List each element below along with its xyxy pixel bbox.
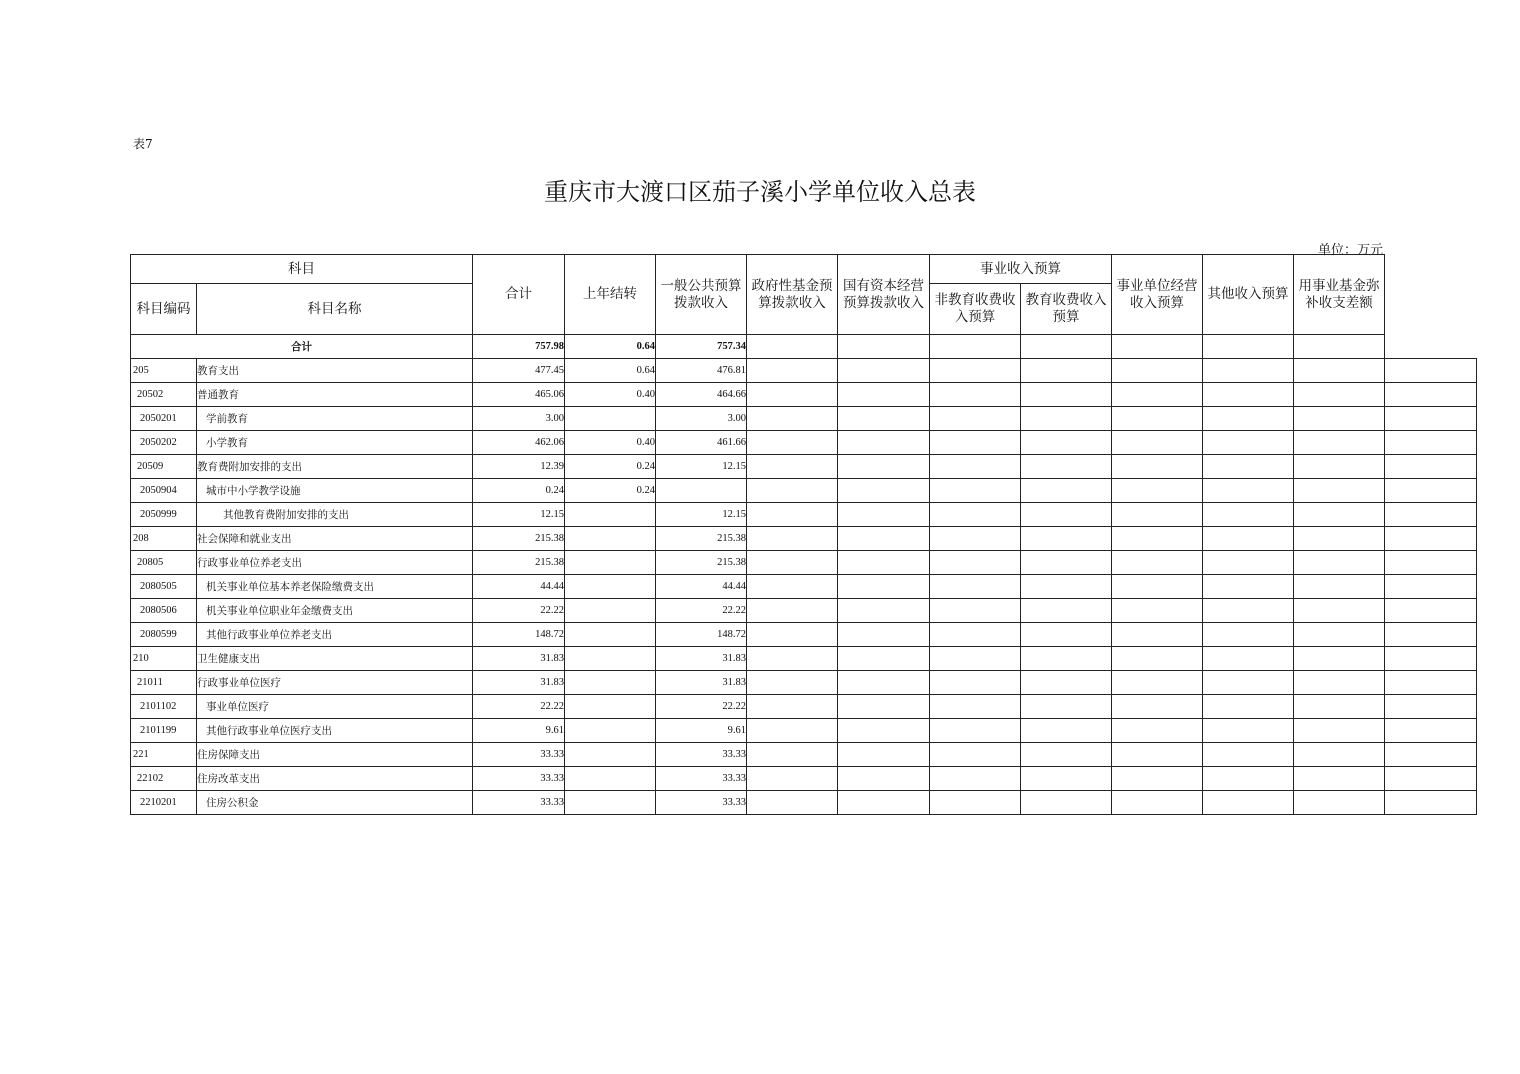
empty-cell (747, 407, 838, 431)
empty-cell (1021, 407, 1112, 431)
empty-cell (930, 407, 1021, 431)
total-cell: 9.61 (473, 719, 565, 743)
subject-name-cell: 行政事业单位养老支出 (197, 551, 473, 575)
empty-cell (1112, 503, 1203, 527)
total-cell: 462.06 (473, 431, 565, 455)
empty-cell (747, 551, 838, 575)
empty-cell (838, 719, 930, 743)
total-cell: 465.06 (473, 383, 565, 407)
empty-cell (1021, 479, 1112, 503)
subject-code-cell: 2080505 (131, 575, 197, 599)
general-budget-cell: 148.72 (656, 623, 747, 647)
subject-name-cell: 住房改革支出 (197, 767, 473, 791)
empty-cell (838, 335, 930, 359)
general-budget-cell: 464.66 (656, 383, 747, 407)
table-row (131, 359, 1477, 383)
subject-name-cell: 卫生健康支出 (197, 647, 473, 671)
empty-cell (1385, 503, 1477, 527)
empty-cell (747, 503, 838, 527)
carryover-cell (565, 599, 656, 623)
empty-cell (1112, 695, 1203, 719)
table-row (131, 767, 1477, 791)
empty-cell (747, 599, 838, 623)
empty-cell (747, 767, 838, 791)
carryover-cell (565, 407, 656, 431)
empty-cell (1021, 455, 1112, 479)
subject-name-cell: 小学教育 (197, 431, 473, 455)
total-cell: 0.24 (473, 479, 565, 503)
empty-cell (1294, 431, 1385, 455)
empty-cell (1294, 503, 1385, 527)
table-row (131, 671, 1477, 695)
empty-cell (1385, 431, 1477, 455)
empty-cell (930, 791, 1021, 815)
total-cell: 31.83 (473, 647, 565, 671)
empty-cell (1112, 743, 1203, 767)
subject-code-cell: 2050999 (131, 503, 197, 527)
carryover-cell (565, 575, 656, 599)
general-budget-cell: 22.22 (656, 599, 747, 623)
table-row (131, 647, 1477, 671)
empty-cell (747, 479, 838, 503)
empty-cell (1203, 623, 1294, 647)
empty-cell (1294, 719, 1385, 743)
empty-cell (747, 455, 838, 479)
empty-cell (1021, 551, 1112, 575)
empty-cell (838, 599, 930, 623)
empty-cell (930, 479, 1021, 503)
empty-cell (1294, 791, 1385, 815)
empty-cell (838, 551, 930, 575)
empty-cell (747, 335, 838, 359)
total-cell: 22.22 (473, 695, 565, 719)
empty-cell (1385, 695, 1477, 719)
empty-cell (1112, 335, 1203, 359)
subject-name-cell: 其他行政事业单位养老支出 (197, 623, 473, 647)
empty-cell (930, 575, 1021, 599)
total-cell: 31.83 (473, 671, 565, 695)
subject-code-cell: 2210201 (131, 791, 197, 815)
empty-cell (1294, 383, 1385, 407)
general-budget-cell: 215.38 (656, 551, 747, 575)
empty-cell (1021, 431, 1112, 455)
subject-name-cell: 住房公积金 (197, 791, 473, 815)
general-budget-cell: 476.81 (656, 359, 747, 383)
empty-cell (1203, 455, 1294, 479)
empty-cell (838, 791, 930, 815)
table-row (131, 479, 1477, 503)
subject-code-cell: 210 (131, 647, 197, 671)
empty-cell (1385, 623, 1477, 647)
empty-cell (1294, 575, 1385, 599)
empty-cell (1021, 671, 1112, 695)
empty-cell (1385, 791, 1477, 815)
general-budget-cell: 22.22 (656, 695, 747, 719)
unit-label: 单位：万元 (1317, 243, 1383, 258)
empty-cell (930, 743, 1021, 767)
empty-cell (930, 767, 1021, 791)
empty-cell (1203, 791, 1294, 815)
general-budget-cell: 12.15 (656, 503, 747, 527)
empty-cell (838, 695, 930, 719)
table-row (131, 455, 1477, 479)
subject-code-cell: 20509 (131, 455, 197, 479)
empty-cell (1021, 623, 1112, 647)
subject-code-cell: 205 (131, 359, 197, 383)
subject-code-cell: 221 (131, 743, 197, 767)
empty-cell (1294, 359, 1385, 383)
subject-name-cell: 学前教育 (197, 407, 473, 431)
empty-cell (1385, 383, 1477, 407)
empty-cell (1112, 575, 1203, 599)
carryover-cell (565, 527, 656, 551)
general-budget-cell: 215.38 (656, 527, 747, 551)
subject-name-cell: 教育支出 (197, 359, 473, 383)
empty-cell (747, 359, 838, 383)
empty-cell (930, 383, 1021, 407)
empty-cell (1385, 647, 1477, 671)
empty-cell (1112, 359, 1203, 383)
empty-cell (1112, 527, 1203, 551)
empty-cell (1294, 743, 1385, 767)
empty-cell (838, 455, 930, 479)
empty-cell (1203, 767, 1294, 791)
empty-cell (747, 431, 838, 455)
empty-cell (1203, 647, 1294, 671)
general-budget-cell: 9.61 (656, 719, 747, 743)
subject-name-cell: 其他教育费附加安排的支出 (197, 503, 473, 527)
empty-cell (930, 551, 1021, 575)
empty-cell (1294, 407, 1385, 431)
empty-cell (747, 791, 838, 815)
empty-cell (1021, 335, 1112, 359)
carryover-cell (565, 623, 656, 647)
income-summary-table (130, 254, 1477, 815)
subject-name-cell: 事业单位医疗 (197, 695, 473, 719)
empty-cell (1021, 599, 1112, 623)
empty-cell (838, 479, 930, 503)
table-row (131, 575, 1477, 599)
empty-cell (1203, 431, 1294, 455)
subject-code-cell: 2080506 (131, 599, 197, 623)
empty-cell (1112, 383, 1203, 407)
empty-cell (747, 527, 838, 551)
empty-cell (1385, 575, 1477, 599)
empty-cell (1112, 479, 1203, 503)
table-row (131, 623, 1477, 647)
general-budget-cell: 3.00 (656, 407, 747, 431)
header-gov-fund: 政府性基金预算拨款收入 (747, 255, 838, 335)
general-budget-cell: 44.44 (656, 575, 747, 599)
carryover-cell: 0.40 (565, 383, 656, 407)
empty-cell (1112, 407, 1203, 431)
subject-code-cell: 2101102 (131, 695, 197, 719)
carryover-cell (565, 647, 656, 671)
empty-cell (930, 527, 1021, 551)
header-non-edu-fee: 非教育收费收入预算 (930, 284, 1021, 335)
table-row (131, 503, 1477, 527)
subject-code-cell: 20805 (131, 551, 197, 575)
table-row (131, 695, 1477, 719)
empty-cell (1203, 503, 1294, 527)
carryover-cell (565, 767, 656, 791)
empty-cell (1385, 527, 1477, 551)
empty-cell (1203, 575, 1294, 599)
general-budget-cell (656, 479, 747, 503)
empty-cell (1021, 503, 1112, 527)
general-budget-cell: 31.83 (656, 671, 747, 695)
empty-cell (1112, 719, 1203, 743)
empty-cell (1021, 695, 1112, 719)
empty-cell (930, 335, 1021, 359)
subject-code-cell: 2050201 (131, 407, 197, 431)
header-code: 科目编码 (131, 284, 197, 335)
empty-cell (1294, 479, 1385, 503)
header-fund-offset: 用事业基金弥补收支差额 (1294, 255, 1385, 335)
empty-cell (1021, 791, 1112, 815)
total-cell: 12.15 (473, 503, 565, 527)
header-state-capital: 国有资本经营预算拨款收入 (838, 255, 930, 335)
carryover-cell (565, 743, 656, 767)
empty-cell (1294, 623, 1385, 647)
empty-cell (1203, 527, 1294, 551)
empty-cell (1112, 551, 1203, 575)
header-career-income: 事业收入预算 (930, 255, 1112, 284)
subject-name-cell: 机关事业单位基本养老保险缴费支出 (197, 575, 473, 599)
carryover-cell (565, 551, 656, 575)
table-number: 表7 (133, 137, 153, 151)
empty-cell (1021, 575, 1112, 599)
empty-cell (838, 647, 930, 671)
total-row (131, 335, 1477, 359)
table-row (131, 383, 1477, 407)
total-cell: 33.33 (473, 767, 565, 791)
empty-cell (1385, 719, 1477, 743)
empty-cell (747, 647, 838, 671)
empty-cell (1112, 599, 1203, 623)
subject-name-cell: 教育费附加安排的支出 (197, 455, 473, 479)
empty-cell (930, 431, 1021, 455)
subject-name-cell: 其他行政事业单位医疗支出 (197, 719, 473, 743)
empty-cell (838, 743, 930, 767)
empty-cell (1294, 455, 1385, 479)
empty-cell (1294, 551, 1385, 575)
empty-cell (1294, 647, 1385, 671)
table-row (131, 599, 1477, 623)
empty-cell (747, 671, 838, 695)
empty-cell (1203, 479, 1294, 503)
empty-cell (1385, 407, 1477, 431)
empty-cell (1385, 671, 1477, 695)
carryover-cell (565, 695, 656, 719)
general-budget-cell: 461.66 (656, 431, 747, 455)
header-other-income: 其他收入预算 (1203, 255, 1294, 335)
empty-cell (1203, 383, 1294, 407)
empty-cell (1385, 455, 1477, 479)
total-label: 合计 (131, 335, 473, 359)
subject-name-cell: 普通教育 (197, 383, 473, 407)
empty-cell (1203, 671, 1294, 695)
total-cell: 757.98 (473, 335, 565, 359)
total-cell: 477.45 (473, 359, 565, 383)
total-cell: 33.33 (473, 743, 565, 767)
empty-cell (1294, 695, 1385, 719)
empty-cell (1294, 671, 1385, 695)
empty-cell (1294, 335, 1385, 359)
total-cell: 22.22 (473, 599, 565, 623)
general-budget-cell: 33.33 (656, 791, 747, 815)
empty-cell (747, 695, 838, 719)
empty-cell (1021, 719, 1112, 743)
general-budget-cell: 33.33 (656, 767, 747, 791)
empty-cell (1021, 359, 1112, 383)
empty-cell (838, 407, 930, 431)
total-cell: 44.44 (473, 575, 565, 599)
empty-cell (1294, 527, 1385, 551)
empty-cell (1021, 383, 1112, 407)
empty-cell (1203, 599, 1294, 623)
empty-cell (838, 359, 930, 383)
subject-code-cell: 2050202 (131, 431, 197, 455)
total-cell: 148.72 (473, 623, 565, 647)
general-budget-cell: 757.34 (656, 335, 747, 359)
total-cell: 215.38 (473, 527, 565, 551)
empty-cell (930, 455, 1021, 479)
empty-cell (1203, 359, 1294, 383)
empty-cell (1385, 551, 1477, 575)
subject-name-cell: 城市中小学教学设施 (197, 479, 473, 503)
header-general-budget: 一般公共预算拨款收入 (656, 255, 747, 335)
empty-cell (747, 383, 838, 407)
table-body (131, 335, 1477, 815)
empty-cell (747, 743, 838, 767)
empty-cell (1294, 767, 1385, 791)
total-cell: 12.39 (473, 455, 565, 479)
carryover-cell: 0.40 (565, 431, 656, 455)
subject-code-cell: 22102 (131, 767, 197, 791)
empty-cell (930, 359, 1021, 383)
empty-cell (1112, 431, 1203, 455)
empty-cell (838, 575, 930, 599)
empty-cell (1112, 671, 1203, 695)
general-budget-cell: 12.15 (656, 455, 747, 479)
subject-name-cell: 行政事业单位医疗 (197, 671, 473, 695)
subject-code-cell: 2101199 (131, 719, 197, 743)
table-row (131, 791, 1477, 815)
empty-cell (838, 503, 930, 527)
subject-name-cell: 机关事业单位职业年金缴费支出 (197, 599, 473, 623)
empty-cell (1203, 407, 1294, 431)
empty-cell (1112, 791, 1203, 815)
table-row (131, 551, 1477, 575)
empty-cell (930, 503, 1021, 527)
carryover-cell (565, 503, 656, 527)
empty-cell (747, 575, 838, 599)
empty-cell (930, 719, 1021, 743)
carryover-cell: 0.64 (565, 359, 656, 383)
carryover-cell: 0.64 (565, 335, 656, 359)
general-budget-cell: 31.83 (656, 647, 747, 671)
total-cell: 3.00 (473, 407, 565, 431)
empty-cell (838, 431, 930, 455)
empty-cell (1294, 599, 1385, 623)
page-title: 重庆市大渡口区茄子溪小学单位收入总表 (544, 178, 976, 206)
subject-code-cell: 2080599 (131, 623, 197, 647)
carryover-cell (565, 671, 656, 695)
empty-cell (930, 647, 1021, 671)
empty-cell (838, 527, 930, 551)
empty-cell (1385, 599, 1477, 623)
empty-cell (1021, 743, 1112, 767)
header-name: 科目名称 (197, 284, 473, 335)
subject-code-cell: 2050904 (131, 479, 197, 503)
subject-code-cell: 208 (131, 527, 197, 551)
empty-cell (1112, 647, 1203, 671)
empty-cell (747, 719, 838, 743)
empty-cell (1203, 743, 1294, 767)
carryover-cell: 0.24 (565, 479, 656, 503)
table-row (131, 407, 1477, 431)
empty-cell (838, 767, 930, 791)
empty-cell (1112, 623, 1203, 647)
empty-cell (930, 695, 1021, 719)
header-total: 合计 (473, 255, 565, 335)
general-budget-cell: 33.33 (656, 743, 747, 767)
empty-cell (838, 383, 930, 407)
header-carryover: 上年结转 (565, 255, 656, 335)
empty-cell (1203, 335, 1294, 359)
empty-cell (1021, 647, 1112, 671)
total-cell: 33.33 (473, 791, 565, 815)
carryover-cell (565, 791, 656, 815)
header-edu-fee: 教育收费收入预算 (1021, 284, 1112, 335)
empty-cell (838, 623, 930, 647)
table-row (131, 743, 1477, 767)
empty-cell (1385, 359, 1477, 383)
header-business-income: 事业单位经营收入预算 (1112, 255, 1203, 335)
empty-cell (1021, 527, 1112, 551)
table-row (131, 431, 1477, 455)
carryover-cell: 0.24 (565, 455, 656, 479)
empty-cell (930, 623, 1021, 647)
empty-cell (1203, 551, 1294, 575)
table-row (131, 527, 1477, 551)
empty-cell (930, 599, 1021, 623)
empty-cell (930, 671, 1021, 695)
empty-cell (1112, 767, 1203, 791)
empty-cell (1203, 695, 1294, 719)
subject-name-cell: 社会保障和就业支出 (197, 527, 473, 551)
empty-cell (838, 671, 930, 695)
table-row (131, 719, 1477, 743)
subject-code-cell: 20502 (131, 383, 197, 407)
empty-cell (747, 623, 838, 647)
header-subject: 科目 (131, 255, 473, 284)
empty-cell (1385, 743, 1477, 767)
empty-cell (1385, 767, 1477, 791)
carryover-cell (565, 719, 656, 743)
empty-cell (1203, 719, 1294, 743)
empty-cell (1021, 767, 1112, 791)
empty-cell (1112, 455, 1203, 479)
subject-code-cell: 21011 (131, 671, 197, 695)
total-cell: 215.38 (473, 551, 565, 575)
subject-name-cell: 住房保障支出 (197, 743, 473, 767)
empty-cell (1385, 479, 1477, 503)
